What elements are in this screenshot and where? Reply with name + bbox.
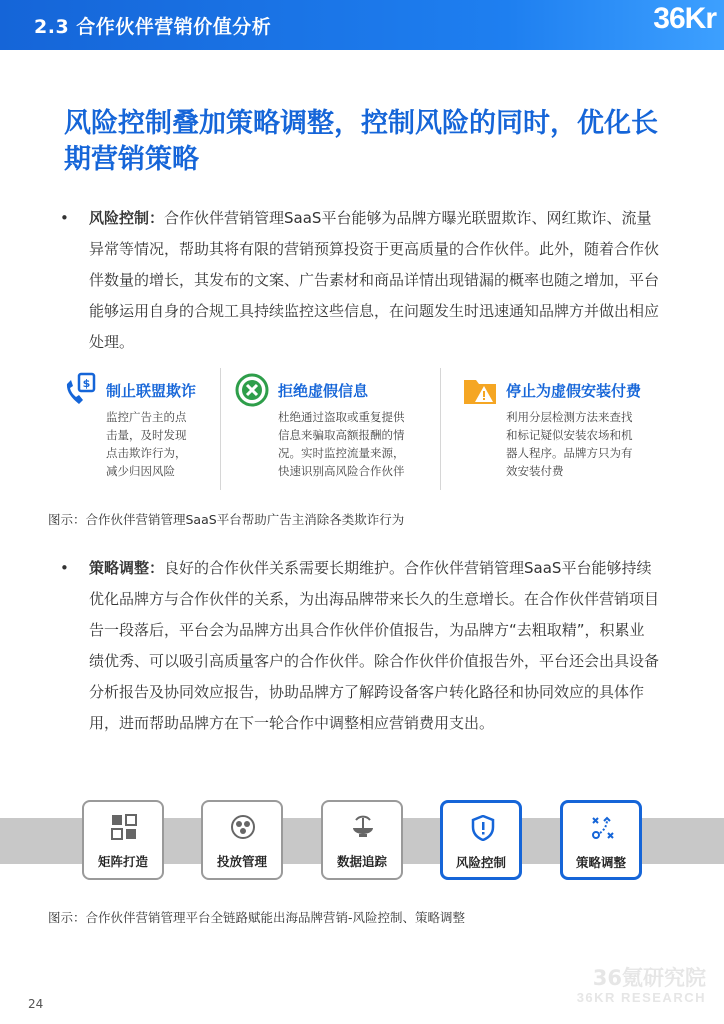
feature-ad-fraud	[62, 372, 222, 492]
figure-caption: 图示：合作伙伴营销管理SaaS平台帮助广告主消除各类欺诈行为	[48, 512, 405, 527]
feature-false-info	[234, 372, 434, 492]
warning-folder-icon	[462, 372, 498, 408]
divider	[440, 368, 441, 490]
feature-title: 制止联盟欺诈	[106, 382, 197, 400]
card-label: 数据追踪	[336, 854, 387, 869]
card-label: 投放管理	[216, 854, 267, 869]
bullet-dot: •	[60, 209, 69, 227]
header-bar	[0, 0, 724, 50]
phone-dollar-icon	[62, 372, 98, 408]
feature-fake-install	[462, 372, 682, 492]
bullet-keyword: 风险控制：	[89, 209, 165, 227]
bullet-risk-control	[62, 203, 662, 363]
card-tracking	[321, 800, 403, 880]
section-title: 2.3 合作伙伴营销价值分析	[34, 16, 272, 38]
feature-title: 拒绝虚假信息	[278, 382, 369, 400]
strategy-icon	[590, 815, 616, 841]
shield-icon	[470, 815, 496, 841]
feature-desc: 监控广告主的点 击量，及时发现 点击欺诈行为， 减少归因风险	[106, 410, 187, 478]
card-matrix	[82, 800, 164, 880]
network-icon	[230, 814, 256, 840]
svg-text:$: $	[82, 377, 91, 390]
card-label: 风险控制	[455, 855, 506, 870]
grid-icon	[111, 814, 137, 840]
divider	[220, 368, 221, 490]
card-label: 策略调整	[575, 855, 626, 870]
bullet-text: 良好的合作伙伴关系需要长期维护。合作伙伴营销管理SaaS平台能够持续优化品牌方与合作伙伴的关系，为出海品牌带来长久的生意增长。在合作伙伴营销项目告一段落后，平台会为品牌方出具合作伙伴价值报告，为品牌方“去粗取精”，积累业绩优秀、可以吸引高质量客户的合作伙伴。除合作伙伴价值报告外，平台还会出具设备分析报告及协同效应报告，协助品牌方了解跨设备客户转化路径和协同效应的具体作用，进而帮助品牌方在下一轮合作中调整相应营销费用支出。	[89, 559, 660, 732]
bullet-strategy	[62, 553, 662, 773]
card-strategy	[560, 800, 642, 880]
feature-desc: 杜绝通过盗取或重复提供 信息来骗取高额报酬的情 况。实时监控流量来源， 快速识别高风险合作伙伴	[278, 410, 405, 478]
page-heading: 风险控制叠加策略调整，控制风险的同时，优化长期营销策略	[64, 108, 658, 175]
bullet-text: 合作伙伴营销管理SaaS平台能够为品牌方曝光联盟欺诈、网红欺诈、流量异常等情况，帮助其将有限的营销预算投资于更高质量的合作伙伴。此外，随着合作伙伴数量的增长，其发布的文案、广告素材和商品详情出现错漏的概率也随之增加，平台能够运用自身的合规工具持续监控这些信息，在问题发生时迅速通知品牌方并做出相应处理。	[89, 209, 660, 351]
card-risk-control	[440, 800, 522, 880]
research-watermark: 36氪研究院 36KR RESEARCH	[576, 966, 706, 1005]
feature-desc: 利用分层检测方法来查找 和标记疑似安装农场和机 器人程序。品牌方只为有 效安装付费	[506, 410, 633, 478]
satellite-icon	[350, 814, 376, 840]
figure-caption: 图示：合作伙伴营销管理平台全链路赋能出海品牌营销-风险控制、策略调整	[48, 910, 466, 925]
card-placement	[201, 800, 283, 880]
logo-36kr: 36Kr	[653, 2, 716, 35]
card-label: 矩阵打造	[97, 854, 148, 869]
page-number: 24	[28, 997, 44, 1011]
bullet-keyword: 策略调整：	[89, 559, 165, 577]
feature-title: 停止为虚假安装付费	[506, 382, 642, 400]
bullet-dot: •	[60, 559, 69, 577]
cross-circle-icon	[234, 372, 270, 408]
